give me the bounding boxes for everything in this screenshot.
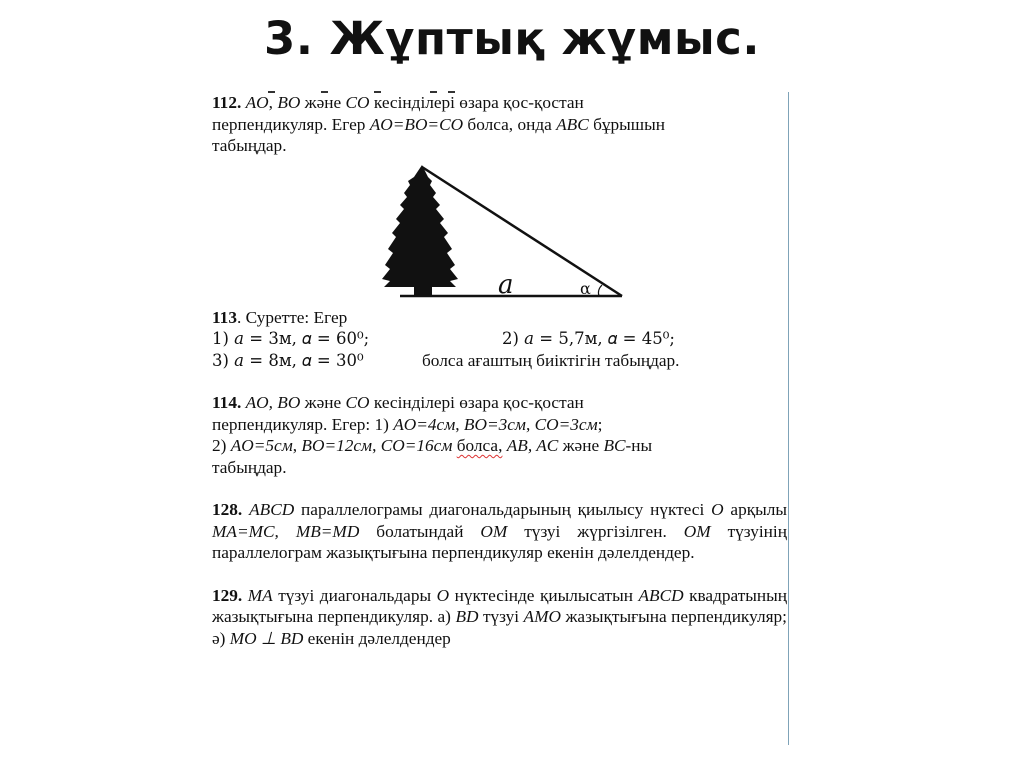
scanned-document	[212, 92, 787, 649]
problem-number: 114.	[212, 393, 242, 412]
side-label: a	[498, 269, 514, 300]
problem-114-line-2: перпендикуляр. Егер: 1) AO=4см, BO=3см, CO=3см;	[212, 414, 603, 434]
problem-113-cases-row-2	[212, 350, 787, 372]
case-1: 1) 𝑎 = 3м, 𝛼 = 60⁰;	[212, 329, 370, 348]
fir-tree-icon	[382, 165, 458, 296]
problem-114-line-1: 114. AO, BO және CO кесінділері өзара қос-қостан	[212, 393, 584, 412]
slide-title: 3. Жұптық жұмыс.	[264, 12, 760, 65]
problem-113	[212, 307, 787, 372]
problem-number: 113	[212, 307, 237, 327]
problem-number: 129.	[212, 585, 243, 605]
problem-112-line-1: 112. AO, BO және CO кесінділері өзара қос-қостан	[212, 93, 584, 112]
problem-114-line-3: 2) AO=5см, BO=12см, CO=16см болса, AB, AC және BC-ны	[212, 436, 653, 455]
spellcheck-flagged-word: болса,	[456, 436, 503, 455]
problem-114	[212, 392, 787, 478]
problem-113-intro: 113. Суретте: Егер	[212, 307, 348, 327]
tree-triangle-figure	[212, 159, 787, 307]
problem-129: 129. MA түзуі диагональдары O нүктесінде қиылысатын ABCD квадратының жазықтығына перпендикуляр. а) BD түзуі AMO жазықтығына перпендикуляр; ә) MO ⊥ BD екенін дәлелдендер	[212, 585, 788, 648]
problem-113-question: болса ағаштың биіктігін табыңдар.	[422, 350, 680, 370]
case-2: 2) 𝑎 = 5,7м, 𝛼 = 45⁰;	[502, 329, 675, 348]
problem-112-line-2: перпендикуляр. Егер AO=BO=CO болса, онда ABC бұрышын	[212, 114, 665, 134]
problem-number: 112.	[212, 93, 242, 112]
problem-112-line-3: табыңдар.	[212, 136, 287, 155]
tree-triangle-diagram	[370, 159, 625, 304]
problem-112	[212, 92, 787, 157]
angle-label: α	[580, 278, 591, 298]
case-3: 3) 𝑎 = 8м, 𝛼 = 30⁰	[212, 350, 364, 370]
document-right-border	[788, 92, 789, 745]
problem-number: 128.	[212, 500, 243, 519]
problem-113-cases-row-1	[212, 328, 787, 350]
problem-128: 128. ABCD параллелограмы диагональдарының қиылысу нүктесі O арқылы MA=MC, MB=MD болатындай OM түзуі жүргізілген. OM түзуінің параллелограм жазықтығына перпендикуляр екенін дәлелдендер.	[212, 500, 787, 562]
angle-arc	[598, 285, 602, 296]
problem-114-line-4: табыңдар.	[212, 457, 287, 477]
